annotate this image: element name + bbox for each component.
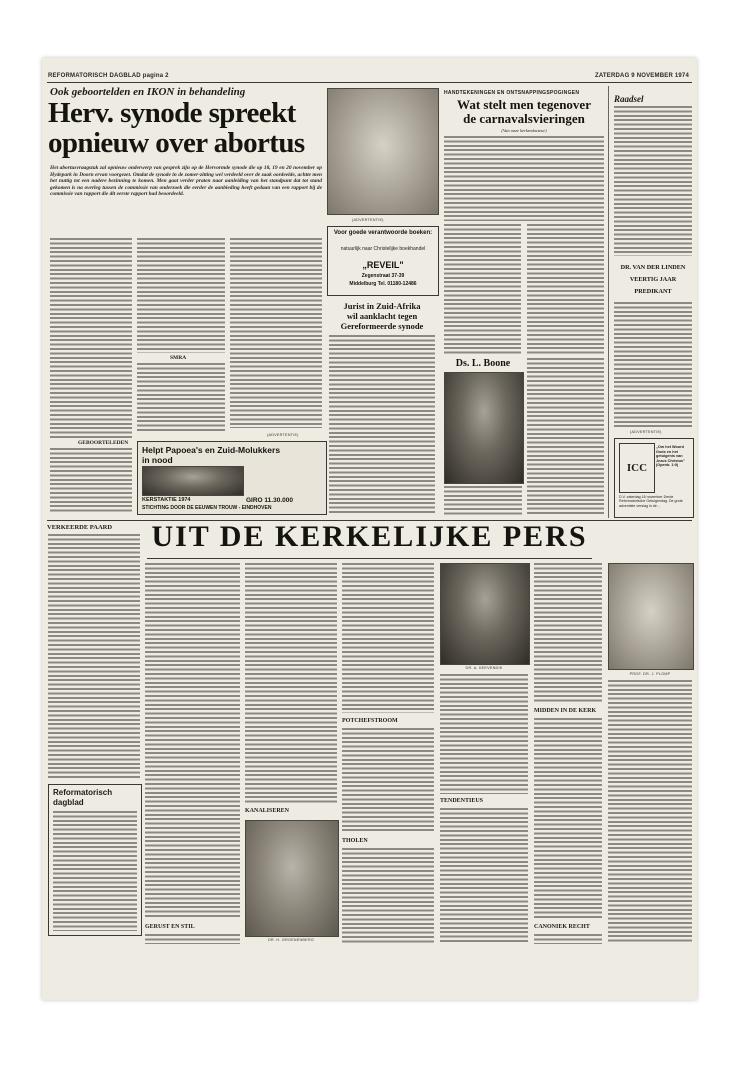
ad-reveil-line2: natuurlijk naar Christelijke boekhandel: [340, 246, 426, 252]
tholen-body: [342, 848, 434, 943]
ad-reveil-city: Middelburg Tel. 01180-12486: [349, 281, 417, 287]
ad-reveil-address: Zegenstraat 37-39: [361, 273, 405, 279]
ad-papoea-foundation: STICHTING DOOR DE EEUWEN TROUW - EINDHOVEN: [142, 505, 272, 511]
kerkpers-col-3: [245, 563, 337, 803]
lead-intro: Het abortusvraagstuk zal opnieuw onderwerp van gesprek zijn op de Hervormde synode die op 18, 19 en 20 november op Hydepark in Doorn ervan voorgezet. Omdat de synode in de zomer-zitting wel verdeeld over de zaak oordeelde, achtte men het nuttig tot een nadere bezinning te komen. Men gaat verder praten naar aanleiding van het standpunt dat tot stand gekomen is na overleg tussen de commissie van onderzoek die eerder de aanbieding heeft gedaan van een rapport bij de commissie van rapport die dit eerste rapport had beoordeeld.: [50, 165, 322, 198]
ad-icc: [614, 438, 694, 518]
ad-icc-footer: D.V. zaterdag 16 november Derde Reformatorische Getuigendag. De grote adventiste verslag in de...: [619, 495, 683, 508]
boone-body-col: [527, 358, 604, 516]
newspaper-page: [42, 58, 697, 1000]
zuid-afrika-headline-2: wil aanklacht tegen: [346, 311, 418, 321]
lead-subhead-geboortelden: GEBOORTELEDEN: [78, 440, 129, 446]
carnaval-byline: (Van onze kerkredacteur): [501, 128, 547, 133]
lead-body-col-1: [50, 238, 132, 438]
lead-body-col-2: [137, 238, 225, 353]
raadsel-divider: [608, 86, 609, 518]
kerkpers-col-1: [48, 534, 140, 779]
zuid-afrika-headline-3: Gereformeerde synode: [340, 321, 424, 331]
verkeerde-paard-head-wrap: [47, 524, 142, 531]
photo-portrait-woman: [327, 88, 439, 215]
ad-papoea-giro: GIRO 11.30.000: [246, 497, 293, 504]
ad-reveil: [327, 226, 439, 296]
canoniek-recht-body: [534, 934, 602, 944]
cap-groenenberg: DR. H. GROENENBERG: [267, 938, 314, 942]
tholen-head: THOLEN: [342, 838, 368, 844]
obit-line-2: VEERTIG JAAR: [629, 276, 677, 283]
carnaval-body-col-1: [444, 224, 521, 354]
carnaval-body-top: [444, 136, 604, 221]
midden-in-de-kerk-head: MIDDEN IN DE KERK: [534, 708, 597, 714]
gerust-en-stil-head: GERUST EN STIL: [145, 924, 195, 930]
icc-adv-tag: (ADVERTENTIE): [630, 430, 662, 434]
ad-papoea: [137, 441, 327, 515]
ad-papoea-title-2: in nood: [142, 455, 173, 465]
potchefstroom-head: POTCHEFSTROOM: [342, 718, 398, 724]
cap-keevendik: DR. A. KEEVENDIK: [465, 666, 503, 670]
tendentieus-body: [440, 808, 528, 943]
ref-dagblad-title-2: dagblad: [53, 798, 84, 807]
banner-rule-bottom: [147, 558, 592, 559]
zuid-afrika-headline-1: Jurist in Zuid-Afrika: [343, 301, 421, 311]
carnaval-body-col-2: [527, 224, 604, 354]
kerkpers-col-4: [342, 563, 434, 713]
boone-name: Ds. L. Boone: [455, 358, 511, 369]
zuid-afrika-body: [329, 335, 435, 515]
tendentieus-head: TENDENTIEUS: [440, 798, 484, 804]
carnaval-headline-1: Wat stelt men tegenover: [457, 97, 591, 112]
masthead-left: REFORMATORISCH DAGBLAD pagina 2: [48, 73, 169, 79]
ref-dagblad-title-1: Reformatorisch: [53, 788, 113, 797]
lead-body-col-1b: [50, 448, 132, 512]
cap-plomp: PROF. DR. J. PLOMP: [629, 672, 671, 676]
ref-dagblad-colophon: [53, 811, 137, 931]
kanaliseren-head: KANALISEREN: [245, 808, 290, 814]
carnaval-headline-2: de carnavalsvieringen: [463, 111, 585, 126]
obit-body: [614, 302, 692, 427]
obit-line-1: DR. VAN DER LINDEN: [620, 264, 686, 271]
ad-papoea-photo: [142, 466, 244, 496]
gerust-en-stil-body: [145, 934, 240, 944]
lead-body-col-2b: [137, 363, 225, 433]
obit-line-3: PREDIKANT: [634, 288, 672, 295]
lead-body-col-3: [230, 238, 322, 428]
photo-plomp: [608, 563, 694, 670]
midden-in-de-kerk-body: [534, 718, 602, 918]
kerkpers-col-7: [608, 680, 692, 943]
lead-adv-tag: (ADVERTENTIE): [267, 433, 299, 437]
boone-body-bottom: [444, 486, 522, 516]
ref-dagblad-box: [48, 784, 142, 936]
lead-headline-2: opnieuw over abortus: [48, 127, 305, 159]
raadsel-body: [614, 106, 692, 256]
reveil-adv-tag: (ADVERTENTIE): [352, 218, 384, 222]
banner-title: UIT DE KERKELIJKE PERS: [151, 520, 588, 553]
ad-icc-logo: ICC: [619, 443, 655, 493]
masthead-right: ZATERDAG 9 NOVEMBER 1974: [594, 73, 689, 79]
raadsel-title: Raadsel: [614, 94, 644, 104]
masthead-rule: [47, 82, 692, 83]
carnaval-kicker: HANDTEKENINGEN EN ONTSNAPPINGSPOGINGEN: [444, 90, 580, 96]
lead-kicker: Ook geboortelden en IKON in behandeling: [50, 86, 246, 98]
potchefstroom-body: [342, 728, 434, 833]
ad-icc-quote: „Om het Woord Gods en het getuigenis van Jezus Christus" (Openb. 1:9): [656, 445, 685, 468]
lead-subhead-smra: SMRA: [170, 355, 187, 361]
kerkpers-col-5: [440, 674, 528, 794]
kerkpers-col-2: [145, 563, 240, 918]
kerkpers-col-6: [534, 563, 602, 703]
photo-keevendik: [440, 563, 530, 665]
verkeerde-paard-head: VERKEERDE PAARD: [47, 524, 113, 531]
lead-headline-1: Herv. synode spreekt: [48, 97, 296, 129]
ad-papoea-title-1: Helpt Papoea's en Zuid-Molukkers: [142, 445, 281, 455]
canoniek-recht-head: CANONIEK RECHT: [534, 924, 590, 930]
photo-groenenberg: [245, 820, 339, 937]
ad-reveil-name: „REVEIL": [362, 260, 404, 270]
photo-ds-boone: [444, 372, 524, 484]
ad-reveil-line1: Voor goede verantwoorde boeken:: [333, 230, 433, 236]
ad-papoea-caption: KERSTAKTIE 1974: [142, 497, 191, 503]
